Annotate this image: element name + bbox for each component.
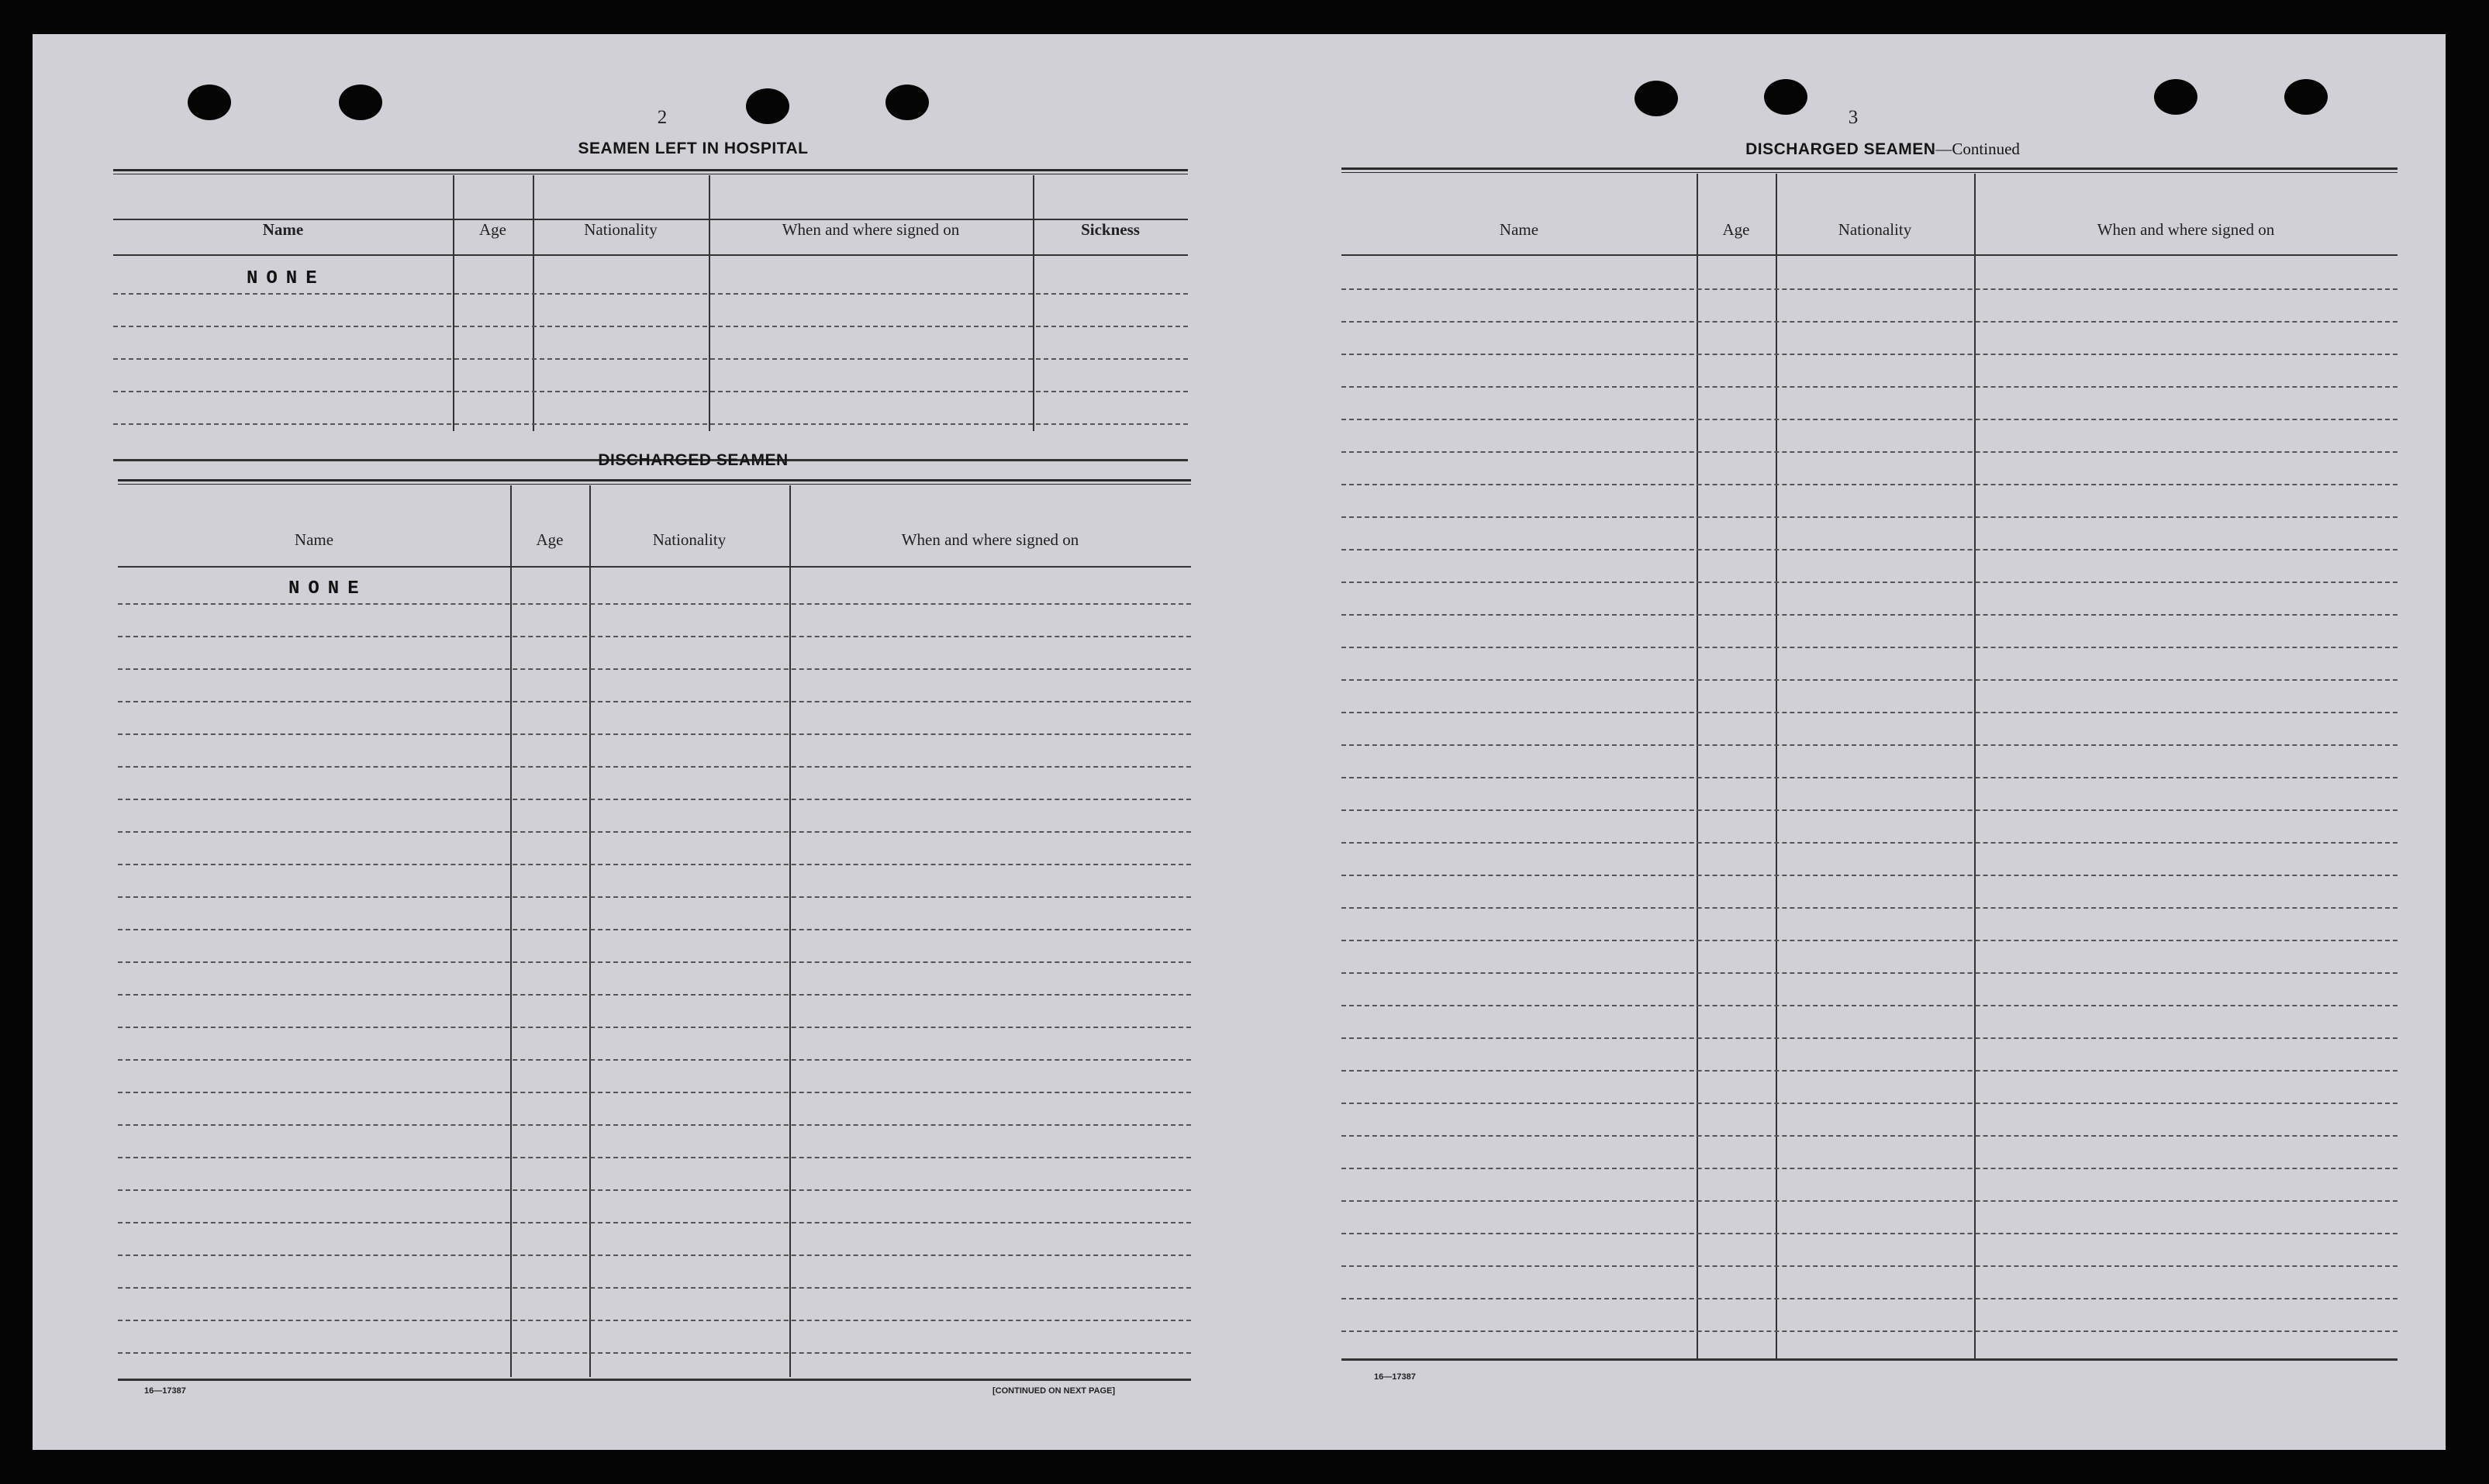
- row-rule: [118, 1352, 1191, 1354]
- row-rule: [118, 929, 1191, 930]
- row-rule: [1341, 907, 2398, 909]
- row-rule: [118, 831, 1191, 833]
- row-rule: [118, 701, 1191, 702]
- punch-hole: [1635, 81, 1678, 116]
- discharged-continued-title: [1611, 140, 2154, 159]
- table-top-rule: [118, 479, 1191, 485]
- hospital-table: [113, 169, 1188, 462]
- row-rule: [118, 603, 1191, 605]
- column-divider: [510, 485, 512, 1377]
- row-rule: [118, 799, 1191, 800]
- row-rule: [118, 961, 1191, 963]
- punch-hole: [1764, 79, 1807, 115]
- row-rule: [1341, 1233, 2398, 1234]
- row-rule: [1341, 321, 2398, 323]
- row-rule: [113, 391, 1188, 392]
- row-rule: [118, 896, 1191, 898]
- title-main: DISCHARGED SEAMEN: [1745, 140, 1936, 158]
- title-suffix: —Continued: [1935, 140, 2020, 158]
- column-divider: [1697, 174, 1698, 1358]
- punch-hole: [746, 88, 789, 124]
- column-divider: [789, 485, 791, 1377]
- column-header-name: Name: [1499, 220, 1539, 239]
- row-rule: [1341, 1168, 2398, 1169]
- column-header-age: Age: [1722, 220, 1750, 239]
- row-rule: [118, 733, 1191, 735]
- column-header-signed-on: When and where signed on: [2097, 220, 2275, 239]
- row-rule: [118, 1287, 1191, 1289]
- row-rule: [118, 864, 1191, 865]
- column-divider: [1974, 174, 1976, 1358]
- row-rule: [113, 358, 1188, 360]
- table-bottom-rule: [118, 1379, 1191, 1381]
- row-rule: [113, 293, 1188, 295]
- row-rule: [1341, 712, 2398, 713]
- page-number-right: 3: [1848, 107, 1859, 128]
- table-top-rule: [1341, 167, 2398, 173]
- row-rule: [1341, 1005, 2398, 1006]
- row-rule: [113, 423, 1188, 425]
- row-rule: [118, 1059, 1191, 1061]
- row-rule: [1341, 875, 2398, 876]
- column-divider: [453, 175, 454, 431]
- row-rule: [1341, 549, 2398, 550]
- header-rule: [1341, 254, 2398, 256]
- row-rule: [1341, 744, 2398, 746]
- row-rule: [1341, 451, 2398, 453]
- discharged-section-title: DISCHARGED SEAMEN: [598, 451, 789, 469]
- column-header-age: Age: [479, 220, 506, 239]
- row-rule: [118, 668, 1191, 670]
- row-rule: [1341, 1037, 2398, 1039]
- column-header-sickness: Sickness: [1081, 220, 1140, 239]
- none-entry: NONE: [247, 268, 326, 289]
- header-rule: [118, 566, 1191, 568]
- row-rule: [1341, 484, 2398, 485]
- row-rule: [113, 326, 1188, 327]
- column-divider: [533, 175, 534, 431]
- row-rule: [118, 1320, 1191, 1321]
- row-rule: [1341, 386, 2398, 388]
- column-header-nationality: Nationality: [1838, 220, 1912, 239]
- row-rule: [118, 1189, 1191, 1191]
- row-rule: [118, 1124, 1191, 1126]
- column-divider: [1033, 175, 1034, 431]
- row-rule: [1341, 1103, 2398, 1104]
- table-top-rule: [113, 169, 1188, 174]
- row-rule: [1341, 1298, 2398, 1299]
- row-rule: [118, 994, 1191, 996]
- row-rule: [1341, 1200, 2398, 1202]
- row-rule: [118, 1254, 1191, 1256]
- punch-hole: [339, 85, 382, 120]
- column-header-name: Name: [294, 530, 334, 549]
- row-rule: [1341, 1135, 2398, 1137]
- column-divider: [709, 175, 710, 431]
- row-rule: [1341, 1070, 2398, 1072]
- discharged-continued-table: [1341, 167, 2398, 1365]
- discharged-table: [118, 479, 1191, 1385]
- row-rule: [1341, 679, 2398, 681]
- row-rule: [1341, 809, 2398, 811]
- row-rule: [1341, 614, 2398, 616]
- column-divider: [1776, 174, 1777, 1358]
- continued-note: [CONTINUED ON NEXT PAGE]: [992, 1386, 1116, 1396]
- punch-hole: [188, 85, 231, 120]
- punch-hole: [2284, 79, 2328, 115]
- form-number-right: 16—17387: [1374, 1372, 1416, 1382]
- punch-hole: [885, 85, 929, 120]
- form-number-left: 16—17387: [144, 1386, 186, 1396]
- column-header-signed-on: When and where signed on: [901, 530, 1079, 549]
- row-rule: [1341, 419, 2398, 420]
- table-bottom-rule: [1341, 1358, 2398, 1361]
- row-rule: [1341, 972, 2398, 974]
- row-rule: [1341, 1330, 2398, 1332]
- row-rule: [1341, 354, 2398, 355]
- row-rule: [1341, 582, 2398, 583]
- row-rule: [118, 1157, 1191, 1158]
- row-rule: [1341, 940, 2398, 941]
- row-rule: [118, 1092, 1191, 1093]
- column-header-name: Name: [262, 220, 304, 239]
- row-rule: [118, 1027, 1191, 1028]
- column-header-nationality: Nationality: [584, 220, 658, 239]
- row-rule: [118, 766, 1191, 768]
- row-rule: [1341, 1265, 2398, 1267]
- column-header-age: Age: [536, 530, 564, 549]
- column-divider: [589, 485, 591, 1377]
- hospital-section-title: SEAMEN LEFT IN HOSPITAL: [578, 140, 809, 157]
- row-rule: [118, 636, 1191, 637]
- row-rule: [1341, 288, 2398, 290]
- row-rule: [1341, 647, 2398, 648]
- punch-hole: [2154, 79, 2197, 115]
- column-header-signed-on: When and where signed on: [782, 220, 960, 239]
- page-number-left: 2: [657, 107, 668, 128]
- row-rule: [1341, 842, 2398, 844]
- row-rule: [118, 1222, 1191, 1223]
- row-rule: [1341, 777, 2398, 778]
- row-rule: [1341, 516, 2398, 518]
- ledger-sheet: [33, 34, 2446, 1450]
- column-header-nationality: Nationality: [652, 530, 727, 549]
- none-entry: NONE: [288, 578, 368, 599]
- header-rule: [113, 254, 1188, 256]
